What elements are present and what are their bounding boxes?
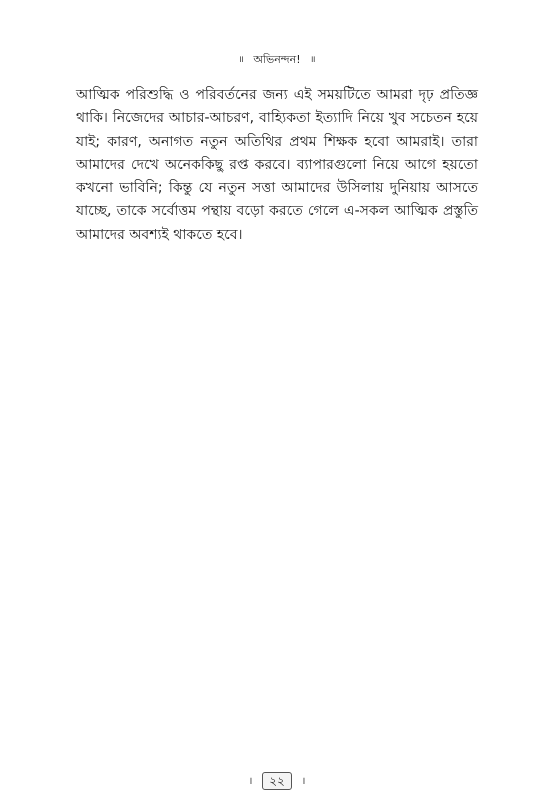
header-title: অভিনন্দন! (253, 53, 301, 66)
header-ornament-left: ॥ (238, 55, 244, 65)
footer-ornament-right: । (301, 775, 306, 787)
paragraph: আত্মিক পরিশুদ্ধি ও পরিবর্তনের জন্য এই সময়টিতে আমরা দৃঢ় প্রতিজ্ঞ থাকি। নিজেদের আচার-আচরণ, বাহ্যিকতা ইত্যাদি নিয়ে খুব সচেতন হয়ে যাই; কারণ, অনাগত নতুন অতিথির প্রথম শিক্ষক হবো আমরাই। তারা আমাদের দেখে অনেককিছু রপ্ত করবে। ব্যাপারগুলো নিয়ে আগে হয়তো কখনো ভাবিনি; কিন্তু যে নতুন সত্তা আমাদের উসিলায় দুনিয়ায় আসতে যাচ্ছে, তাকে সর্বোত্তম পন্থায় বড়ো করতে গেলে এ-সকল আত্মিক প্রস্তুতি আমাদের অবশ্যই থাকতে হবে। (76, 87, 478, 243)
page-footer (0, 772, 554, 790)
header-ornament-right: ॥ (310, 55, 316, 65)
footer-ornament-left: । (248, 775, 253, 787)
page-number: ২২ (262, 772, 292, 790)
running-header (0, 53, 554, 67)
body-text (76, 84, 478, 247)
